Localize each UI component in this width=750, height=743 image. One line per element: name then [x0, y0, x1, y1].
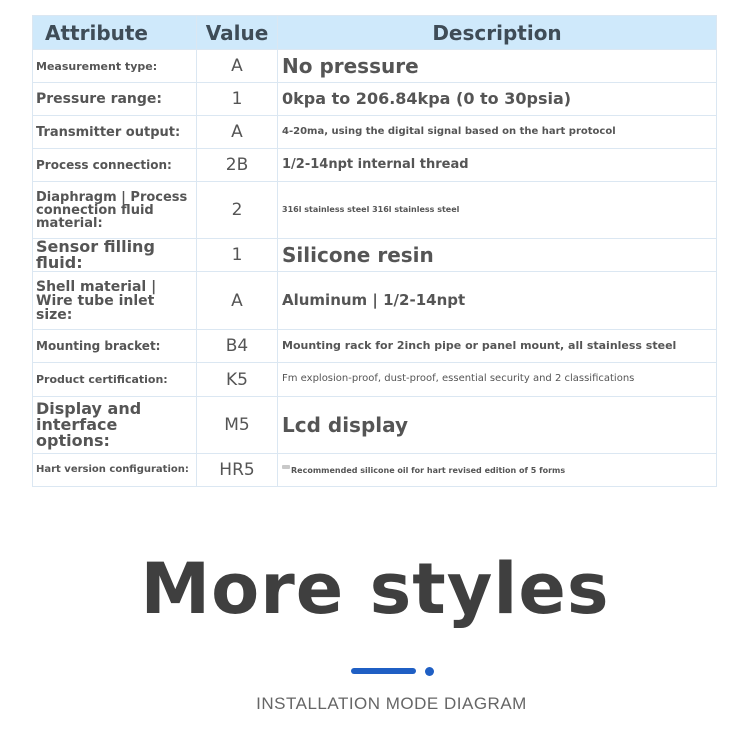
table-row — [33, 454, 717, 487]
value-cell: A — [197, 116, 278, 149]
description-cell: Silicone resin — [278, 239, 717, 272]
value-cell: 2 — [197, 182, 278, 239]
attribute-cell: Mounting bracket: — [33, 330, 197, 363]
description-text: Recommended silicone oil for hart revised edition of 5 forms — [291, 465, 566, 475]
value-cell: M5 — [197, 397, 278, 454]
header-attribute: Attribute — [33, 16, 197, 50]
attribute-cell: Display and interface options: — [33, 397, 197, 454]
specification-table — [32, 15, 717, 487]
table-row — [33, 397, 717, 454]
description-cell: Aluminum | 1/2-14npt — [278, 272, 717, 330]
section-caption: INSTALLATION MODE DIAGRAM — [256, 694, 527, 713]
attribute-cell: Transmitter output: — [33, 116, 197, 149]
description-cell: 316l stainless steel 316l stainless steel — [278, 182, 717, 239]
description-cell: Mounting rack for 2inch pipe or panel mount, all stainless steel — [278, 330, 717, 363]
value-cell: 1 — [197, 83, 278, 116]
header-value: Value — [197, 16, 278, 50]
table-row — [33, 182, 717, 239]
description-cell: Fm explosion-proof, dust-proof, essential security and 2 classifications — [278, 363, 717, 397]
table-row — [33, 363, 717, 397]
description-cell: 4-20ma, using the digital signal based on the hart protocol — [278, 116, 717, 149]
table-row — [33, 149, 717, 182]
attribute-cell: Sensor filling fluid: — [33, 239, 197, 272]
divider-bar — [351, 668, 416, 674]
description-cell: 1/2-14npt internal thread — [278, 149, 717, 182]
description-cell — [278, 454, 717, 487]
divider-dot — [425, 667, 434, 676]
table-header-row — [33, 16, 717, 50]
attribute-cell: Process connection: — [33, 149, 197, 182]
attribute-cell: Product certification: — [33, 363, 197, 397]
section-title: More styles — [140, 548, 610, 630]
description-cell: No pressure — [278, 50, 717, 83]
table-row — [33, 239, 717, 272]
description-cell: Lcd display — [278, 397, 717, 454]
header-description: Description — [278, 16, 717, 50]
attribute-cell: Measurement type: — [33, 50, 197, 83]
value-cell: A — [197, 50, 278, 83]
table-row — [33, 83, 717, 116]
table-row — [33, 330, 717, 363]
attribute-cell: Hart version configuration: — [33, 454, 197, 487]
value-cell: B4 — [197, 330, 278, 363]
value-cell: HR5 — [197, 454, 278, 487]
attribute-cell: Pressure range: — [33, 83, 197, 116]
value-cell: 2B — [197, 149, 278, 182]
attribute-cell: Diaphragm | Process connection fluid material: — [33, 182, 197, 239]
description-cell: 0kpa to 206.84kpa (0 to 30psia) — [278, 83, 717, 116]
table-row — [33, 272, 717, 330]
attribute-cell: Shell material | Wire tube inlet size: — [33, 272, 197, 330]
table-row — [33, 116, 717, 149]
table-row — [33, 50, 717, 83]
value-cell: A — [197, 272, 278, 330]
value-cell: 1 — [197, 239, 278, 272]
note-icon — [282, 465, 290, 469]
value-cell: K5 — [197, 363, 278, 397]
